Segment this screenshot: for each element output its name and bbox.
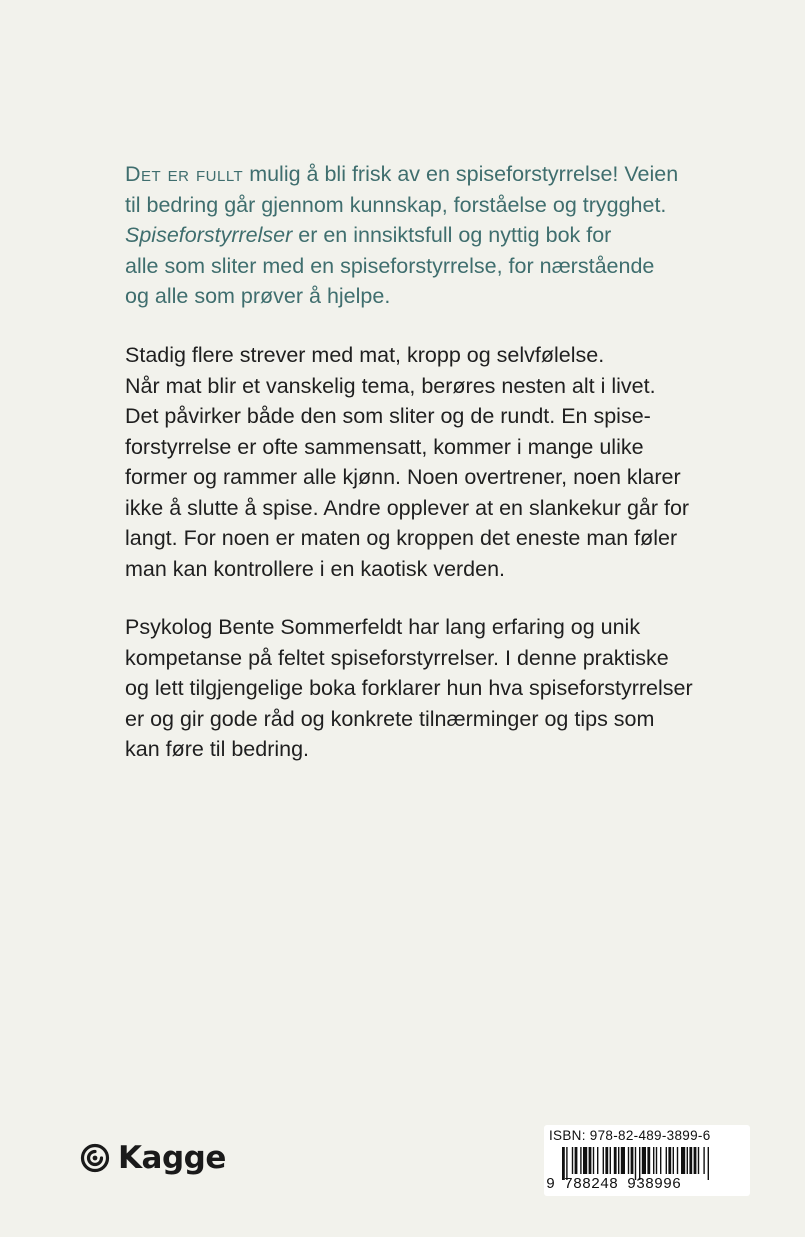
barcode-bar	[628, 1147, 629, 1174]
barcode-bar	[677, 1147, 678, 1174]
barcode-bar	[593, 1147, 594, 1174]
lead-smallcaps-opening: Det er fullt	[125, 162, 244, 186]
barcode-bar	[603, 1147, 604, 1174]
barcode-bar	[621, 1147, 625, 1174]
barcode-bar	[597, 1147, 598, 1174]
lead-line-5: og alle som prøver å hjelpe.	[125, 284, 391, 308]
barcode-bar	[580, 1147, 581, 1174]
barcode-bar	[673, 1147, 674, 1174]
paragraph-line: Når mat blir et vanskelig tema, berøres nesten alt i livet.	[125, 373, 656, 398]
barcode-bar	[653, 1147, 654, 1174]
paragraph-line: ikke å slutte å spise. Andre opplever at en slankekur går for	[125, 495, 690, 520]
paragraph-line: kan føre til bedring.	[125, 737, 310, 761]
paragraph-line: langt. For noen er maten og kroppen det eneste man føler	[125, 526, 678, 550]
lead-line-1	[125, 159, 745, 190]
lead-paragraph	[125, 159, 745, 312]
barcode-bar	[681, 1147, 685, 1174]
barcode-bar	[610, 1147, 611, 1174]
paragraph-line: er og gir gode råd og konkrete tilnærminger og tips som	[125, 706, 655, 731]
barcode-bar	[687, 1147, 688, 1174]
lead-line-2: til bedring går gjennom kunnskap, forståelse og trygghet.	[125, 192, 667, 217]
barcode-bar	[694, 1147, 697, 1174]
author-paragraph	[125, 612, 745, 765]
paragraph-line: kompetanse på feltet spiseforstyrrelser. I denne praktiske	[125, 645, 669, 670]
isbn-barcode	[544, 1125, 750, 1196]
paragraph-line: og lett tilgjengelige boka forklarer hun hva spiseforstyrrelser	[125, 676, 693, 700]
barcode-bar	[689, 1147, 692, 1174]
barcode-bar	[647, 1147, 650, 1174]
lead-line-3	[125, 220, 745, 251]
paragraph-line: Psykolog Bente Sommerfeldt har lang erfaring og unik	[125, 615, 641, 639]
barcode-bar	[656, 1147, 657, 1174]
barcode-bar	[631, 1147, 634, 1174]
paragraph-line: Stadig flere strever med mat, kropp og selvfølelse.	[125, 343, 605, 367]
barcode-bar	[698, 1147, 699, 1174]
barcode-bar	[589, 1147, 592, 1174]
barcode-bar	[572, 1147, 573, 1174]
paragraph-line: man kan kontrollere i en kaotisk verden.	[125, 556, 506, 581]
lead-line-3-text: er en innsiktsfull og nyttig bok for	[292, 223, 612, 247]
paragraph-line: former og rammer alle kjønn. Noen overtrener, noen klarer	[125, 465, 681, 489]
description-paragraph	[125, 340, 745, 584]
barcode-bar	[708, 1147, 709, 1180]
lead-line-1-text: mulig å bli frisk av en spiseforstyrrelse! Veien	[243, 162, 679, 186]
publisher-name: Kagge	[118, 1140, 226, 1176]
barcode-digits: 9 788248 938996	[546, 1176, 682, 1193]
barcode-bar	[614, 1147, 617, 1174]
isbn-label: ISBN: 978-82-489-3899-6	[549, 1128, 711, 1143]
barcode-bar	[605, 1147, 608, 1174]
lead-line-4: alle som sliter med en spiseforstyrrelse, for nærstående	[125, 253, 655, 278]
barcode-bar	[660, 1147, 661, 1174]
barcode-bar	[618, 1147, 619, 1174]
barcode-bar	[583, 1147, 587, 1174]
barcode-bar	[666, 1147, 667, 1174]
paragraph-line: forstyrrelse er ofte sammensatt, kommer i mange ulike	[125, 434, 644, 459]
barcode-bar	[642, 1147, 646, 1174]
barcode-bar	[575, 1147, 578, 1174]
spiral-logo-icon	[80, 1143, 110, 1173]
paragraph-line: Det påvirker både den som sliter og de rundt. En spise-	[125, 404, 651, 428]
barcode-bar	[668, 1147, 671, 1174]
book-title-italic: Spiseforstyrrelser	[125, 223, 293, 247]
publisher-logo	[80, 1140, 226, 1176]
barcode-bar	[703, 1147, 704, 1174]
